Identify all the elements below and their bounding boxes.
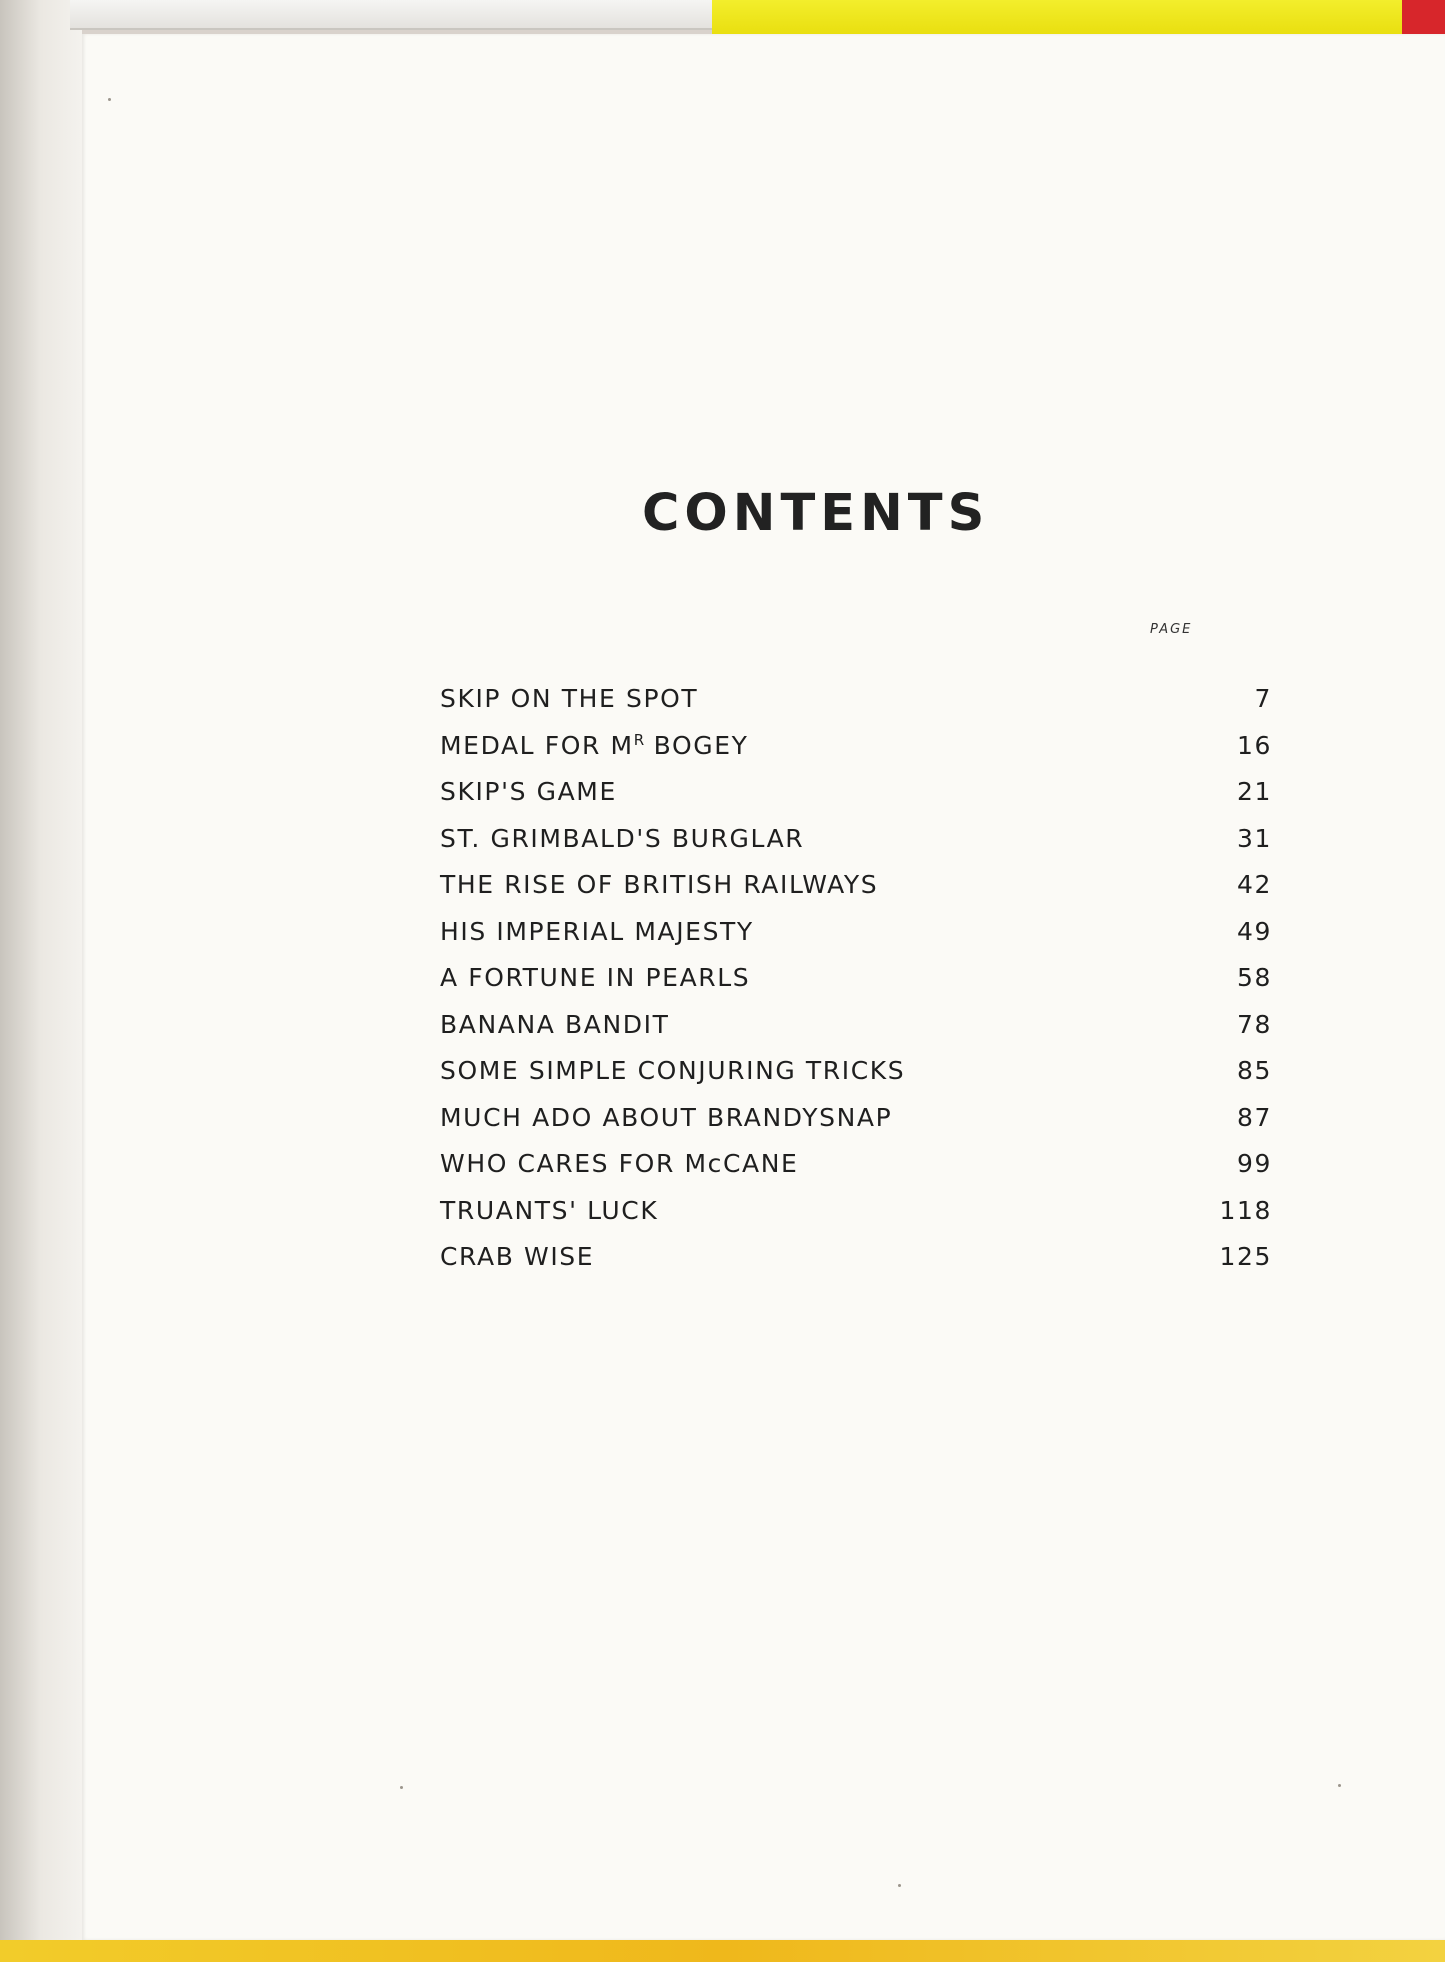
toc-entry	[440, 1242, 1272, 1289]
toc-entry	[440, 1149, 1272, 1196]
entry-page-number: 78	[1236, 1009, 1272, 1039]
entry-page-number: 58	[1236, 963, 1272, 992]
book-spine-edge	[0, 0, 82, 1962]
entry-page-number: 99	[1236, 1149, 1272, 1178]
paper-speck	[1338, 1784, 1341, 1787]
contents-heading: CONTENTS	[642, 484, 990, 543]
top-cover-strip	[712, 0, 1402, 34]
toc-entry	[440, 1010, 1272, 1057]
entry-page-number: 87	[1236, 1102, 1272, 1132]
toc-entry	[440, 731, 1272, 778]
paper-speck	[108, 98, 111, 101]
entry-title: ST. GRIMBALD'S BURGLAR	[440, 823, 805, 853]
paper-speck	[400, 1786, 403, 1789]
entry-page-number: 85	[1236, 1056, 1272, 1085]
entry-page-number: 118	[1219, 1195, 1272, 1225]
page-column-label: PAGE	[1150, 622, 1193, 637]
entry-title: MUCH ADO ABOUT BRANDYSNAP	[440, 1102, 893, 1132]
entry-page-number: 42	[1236, 870, 1272, 899]
entry-title: THE RISE OF BRITISH RAILWAYS	[440, 870, 879, 899]
entry-page-number: 7	[1254, 684, 1272, 713]
toc-entry	[440, 963, 1272, 1010]
entry-title: A FORTUNE IN PEARLS	[440, 963, 751, 992]
entry-title-superscript: R	[633, 730, 645, 749]
entry-title: TRUANTS' LUCK	[440, 1195, 659, 1225]
toc-entry	[440, 1056, 1272, 1103]
toc-entry	[440, 777, 1272, 824]
toc-entry	[440, 824, 1272, 871]
entry-title	[440, 731, 749, 760]
bottom-cover-strip	[0, 1940, 1445, 1962]
toc-entry	[440, 917, 1272, 964]
entry-title: SKIP ON THE SPOT	[440, 684, 699, 713]
toc-entry	[440, 870, 1272, 917]
entry-title-rest: BOGEY	[644, 730, 749, 760]
entry-page-number: 125	[1219, 1242, 1272, 1271]
paper-speck	[898, 1884, 901, 1887]
toc-entry	[440, 1103, 1272, 1150]
entry-title: HIS IMPERIAL MAJESTY	[440, 916, 754, 946]
entry-title: SKIP'S GAME	[440, 777, 617, 806]
entry-title: CRAB WISE	[440, 1242, 595, 1271]
entry-title: SOME SIMPLE CONJURING TRICKS	[440, 1056, 906, 1085]
entry-title: WHO CARES FOR McCANE	[440, 1149, 799, 1178]
toc-entry	[440, 684, 1272, 731]
entry-title: BANANA BANDIT	[440, 1009, 670, 1039]
table-of-contents	[440, 684, 1272, 1289]
toc-entry	[440, 1196, 1272, 1243]
entry-title-main: MEDAL FOR M	[440, 730, 634, 760]
contents-page	[82, 34, 1445, 1940]
entry-page-number: 31	[1236, 823, 1272, 853]
entry-page-number: 21	[1236, 777, 1272, 806]
entry-page-number: 49	[1236, 916, 1272, 946]
top-paper-strip	[70, 0, 720, 30]
entry-page-number: 16	[1236, 730, 1272, 760]
